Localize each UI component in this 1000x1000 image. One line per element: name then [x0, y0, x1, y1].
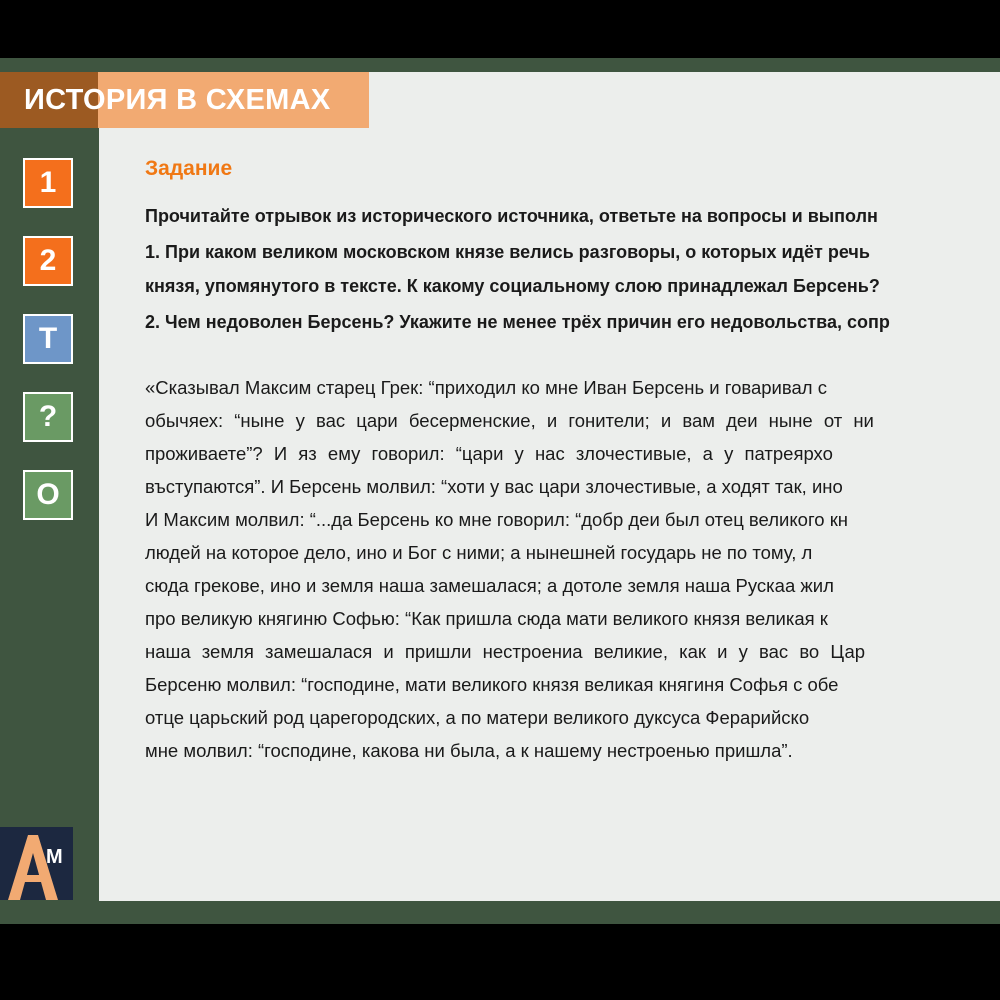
task-heading: Задание	[145, 157, 233, 180]
nav-button-theory[interactable]: Т	[23, 314, 73, 364]
task-line: 1. При каком великом московском князе велись разговоры, о которых идёт речь	[145, 242, 870, 262]
nav-button-answer[interactable]: О	[23, 470, 73, 520]
quote-line: наша земля замешалася и пришли нестроениа великие, как и у вас во Цар	[145, 641, 866, 662]
quote-line: проживаете”? И яз ему говорил: “цари у нас злочестивые, а у патреярхо	[145, 443, 833, 464]
quote-line: Берсеню молвил: “господине, мати великого князя великая княгиня Софья с обе	[145, 674, 839, 695]
nav-button-task-1[interactable]: 1	[23, 158, 73, 208]
quote-line: обычяех: “ныне у вас цари бесерменские, и гонители; и вам деи ныне от ни	[145, 410, 874, 431]
quote-line: И Максим молвил: “...да Берсень ко мне говорил: “добр деи был отец великого кн	[145, 509, 849, 530]
quote-line: сюда грекове, ино и земля наша замешалася; а дотоле земля наша Рускаа жил	[145, 575, 834, 596]
nav-button-task-2[interactable]: 2	[23, 236, 73, 286]
quote-line: отце царьский род царегородских, а по матери великого дуксуса Ферарийско	[145, 707, 810, 728]
task-line: 2. Чем недоволен Берсень? Укажите не менее трёх причин его недовольства, сопр	[145, 312, 890, 332]
quote-line: людей на которое дело, ино и Бог с ними; а нынешней государь не по тому, л	[145, 542, 813, 563]
title-bar	[0, 72, 369, 128]
am-logo-icon	[0, 827, 73, 900]
quote-line: «Сказывал Максим старец Грек: “приходил ко мне Иван Берсень и говаривал с	[145, 377, 827, 398]
app-title: ИСТОРИЯ В СХЕМАХ	[24, 83, 331, 116]
quote-line: мне молвил: “господине, какова ни была, а к нашему нестроенью пришла”.	[145, 740, 793, 761]
nav-button-question[interactable]: ?	[23, 392, 73, 442]
quote-line: про великую княгиню Софью: “Как пришла сюда мати великого князя великая к	[145, 608, 828, 629]
task-line: князя, упомянутого в тексте. К какому социальному слою принадлежал Берсень?	[145, 276, 880, 296]
svg-text:M: M	[46, 846, 63, 868]
quote-line: въступаются”. И Берсень молвил: “хоти у вас цари злочестивые, а ходят так, ино	[145, 476, 843, 497]
task-line: Прочитайте отрывок из исторического источника, ответьте на вопросы и выполн	[145, 206, 878, 226]
